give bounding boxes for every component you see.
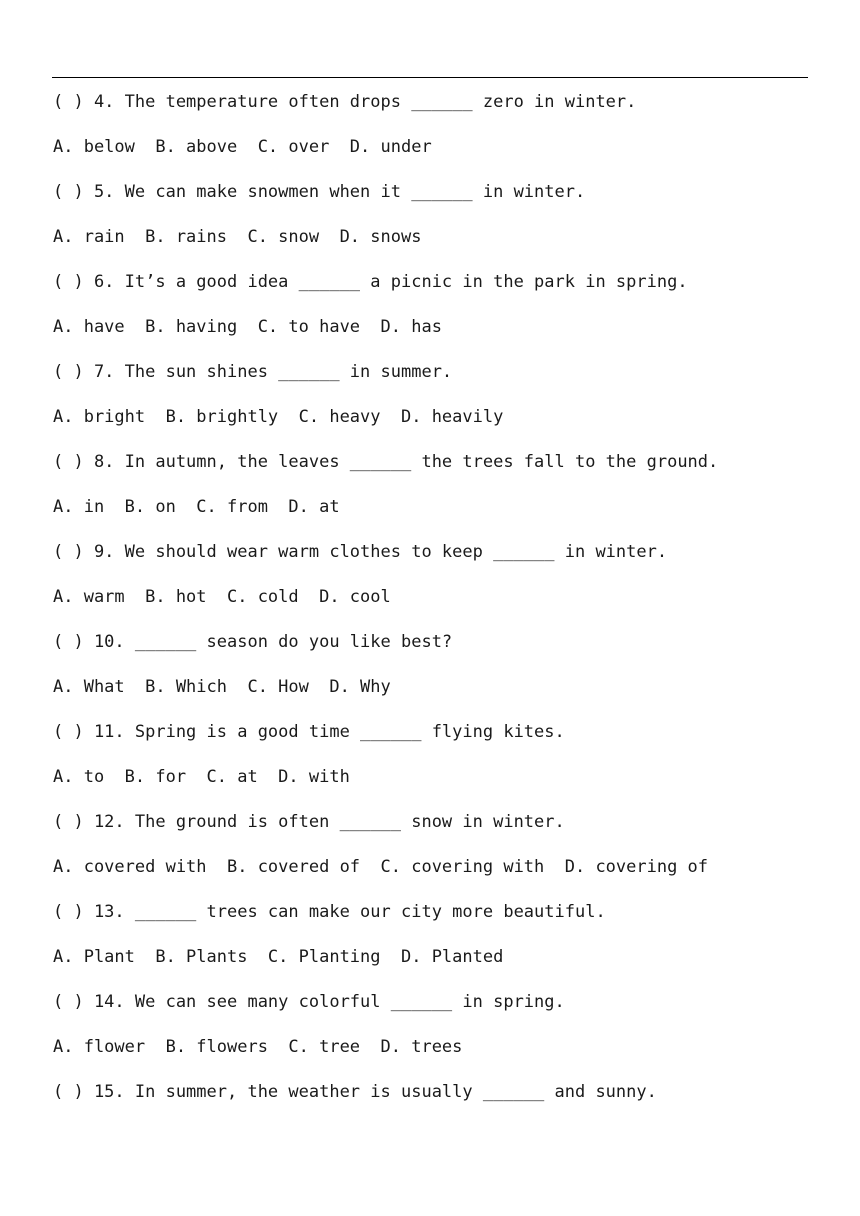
options-11: A. to B. for C. at D. with xyxy=(53,767,350,787)
question-5: ( ) 5. We can make snowmen when it ______ in winter. xyxy=(53,182,586,202)
question-11: ( ) 11. Spring is a good time ______ flying kites. xyxy=(53,722,565,742)
question-14: ( ) 14. We can see many colorful ______ in spring. xyxy=(53,992,565,1012)
question-9: ( ) 9. We should wear warm clothes to keep ______ in winter. xyxy=(53,542,668,562)
question-6: ( ) 6. It’s a good idea ______ a picnic in the park in spring. xyxy=(53,272,688,292)
question-4: ( ) 4. The temperature often drops ______ zero in winter. xyxy=(53,92,637,112)
question-10: ( ) 10. ______ season do you like best? xyxy=(53,632,453,652)
question-8: ( ) 8. In autumn, the leaves ______ the trees fall to the ground. xyxy=(53,452,719,472)
question-12: ( ) 12. The ground is often ______ snow in winter. xyxy=(53,812,565,832)
options-5: A. rain B. rains C. snow D. snows xyxy=(53,227,422,247)
question-13: ( ) 13. ______ trees can make our city more beautiful. xyxy=(53,902,606,922)
question-7: ( ) 7. The sun shines ______ in summer. xyxy=(53,362,453,382)
question-15: ( ) 15. In summer, the weather is usually ______ and sunny. xyxy=(53,1082,657,1102)
options-12: A. covered with B. covered of C. covering with D. covering of xyxy=(53,857,709,877)
options-7: A. bright B. brightly C. heavy D. heavily xyxy=(53,407,504,427)
options-4: A. below B. above C. over D. under xyxy=(53,137,432,157)
question-list xyxy=(53,90,833,1125)
options-9: A. warm B. hot C. cold D. cool xyxy=(53,587,391,607)
options-14: A. flower B. flowers C. tree D. trees xyxy=(53,1037,463,1057)
header-rule xyxy=(52,77,808,78)
options-8: A. in B. on C. from D. at xyxy=(53,497,340,517)
options-6: A. have B. having C. to have D. has xyxy=(53,317,442,337)
options-10: A. What B. Which C. How D. Why xyxy=(53,677,391,697)
options-13: A. Plant B. Plants C. Planting D. Planted xyxy=(53,947,504,967)
